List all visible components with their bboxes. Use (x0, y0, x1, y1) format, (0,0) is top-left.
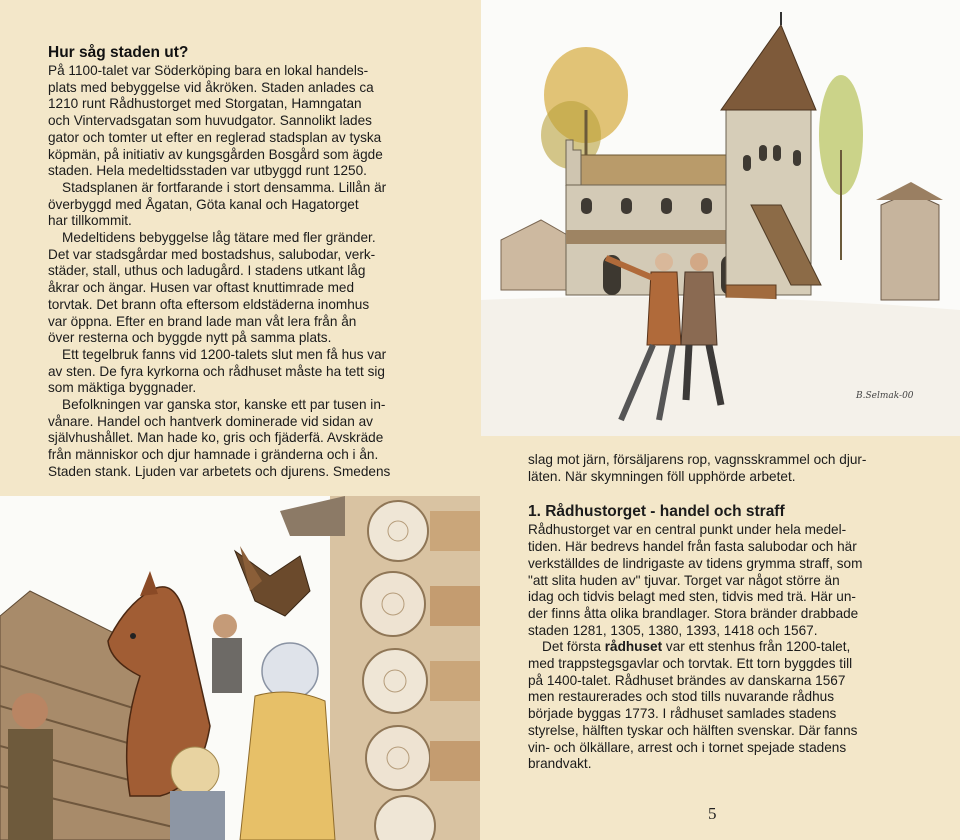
market-scene-drawing (0, 496, 480, 840)
town-hall-first-line (528, 639, 928, 656)
text-line: Det var stadsgårdar med bostadshus, salubodar, verk- (48, 246, 376, 262)
text-line: På 1100-talet var Söderköping bara en lokal handels- (48, 63, 369, 78)
town-hall-illustration (481, 0, 960, 436)
text-line: tiden. Här bedrevs handel från fasta salubodar och här (528, 539, 857, 555)
text-line: Rådhustorget var en central punkt under hela medel- (528, 522, 847, 538)
town-hall-paragraph (528, 639, 928, 773)
text-line: der finns åtta olika brandlager. Stora bränder drabbade (528, 605, 859, 621)
text-line: överbyggd med Ågatan, Göta kanal och Hagatorget (48, 196, 359, 212)
text-line: "att slita huden av" tjuvar. Torget var något större än (528, 572, 840, 588)
section-title: 1. Rådhustorget - handel och straff (528, 503, 785, 521)
text-line: har tillkommit. (48, 213, 132, 229)
text-line: på 1400-talet. Rådhuset brändes av danskarna 1567 (528, 672, 846, 688)
text-line: självhushållet. Man hade ko, gris och fjäderfä. Avskräde (48, 430, 384, 446)
text-line: läten. När skymningen föll upphörde arbetet. (528, 468, 796, 484)
text-line: över resterna och byggde nytt på samma plats. (48, 330, 332, 346)
left-paragraphs (48, 63, 436, 481)
text-line: torvtak. Det brann ofta eftersom eldstäderna inomhus (48, 296, 370, 312)
text-line: Medeltidens bebyggelse låg tätare med fler gränder. (62, 230, 376, 246)
text-line: brandvakt. (528, 756, 592, 772)
text-line: som mäktiga byggnader. (48, 380, 197, 396)
artist-signature: B.Selmak-00 (856, 391, 914, 401)
section-heading: Hur såg staden ut? (48, 44, 189, 61)
town-hall-lines (528, 656, 928, 773)
page-number: 5 (708, 804, 717, 823)
text-span: var ett stenhus från 1200-talet, (662, 639, 851, 655)
section-paragraph (528, 522, 928, 639)
text-line: vånare. Handel och hantverk dominerade vid sidan av (48, 413, 373, 429)
text-line: vin- och ölkällare, arrest och i tornet spejade stadens (528, 739, 847, 755)
text-line: men restaurerades och stod tills nuvarande rådhus (528, 689, 835, 705)
text-line: med trappstegsgavlar och torvtak. Ett torn byggdes till (528, 656, 853, 672)
bold-term: rådhuset (604, 639, 663, 655)
town-hall-drawing (481, 0, 960, 436)
text-span: Det första (542, 639, 605, 655)
text-line: åkrar och ängar. Husen var oftast knuttimrade med (48, 280, 355, 296)
text-line: Stadsplanen är fortfarande i stort densamma. Lillån är (62, 179, 387, 195)
text-line: plats med bebyggelse vid åkröken. Staden anlades ca (48, 79, 374, 95)
text-line: från människor och djur hamnade i gränderna och i ån. (48, 447, 379, 463)
text-line: styrelse, hälften tyskar och hälften svenskar. Där fanns (528, 722, 858, 738)
text-line: av sten. De fyra kyrkorna och rådhuset måste ha tett sig (48, 363, 385, 379)
text-line: gator och tomter ut efter en reglerad stadsplan av tyska (48, 129, 382, 145)
text-line: var öppna. Efter en brand lade man våt lera från ån (48, 313, 357, 329)
text-line: Befolkningen var ganska stor, kanske ett par tusen in- (62, 397, 386, 413)
text-line: staden 1281, 1305, 1380, 1393, 1418 och 1567. (528, 622, 818, 638)
text-line: staden. Hela medeltidsstaden var utbyggd runt 1250. (48, 163, 367, 179)
text-line: Staden stank. Ljuden var arbetets och djurens. Smedens (48, 463, 391, 479)
text-line: 1210 runt Rådhustorget med Storgatan, Hamngatan (48, 96, 362, 112)
continued-paragraph (528, 452, 928, 485)
text-line: började byggas 1773. I rådhuset samlades stadens (528, 706, 837, 722)
text-line: verkställdes de lindrigaste av tidens grymma straff, som (528, 555, 863, 571)
text-line: städer, stall, uthus och ladugård. I stadens utkant låg (48, 263, 366, 279)
text-line: köpmän, på initiativ av kungsgården Bosgård som ägde (48, 146, 383, 162)
left-text-column (48, 44, 436, 481)
text-line: Ett tegelbruk fanns vid 1200-talets slut men få hus var (62, 346, 387, 362)
text-line: idag och tidvis belagt med sten, tidvis med trä. Här un- (528, 589, 856, 605)
text-line: och Vintervadsgatan som huvudgator. Sannolikt lades (48, 113, 372, 129)
market-scene-illustration (0, 496, 480, 840)
right-text-column (528, 452, 928, 773)
text-line: slag mot järn, försäljarens rop, vagnsskrammel och djur- (528, 452, 867, 467)
